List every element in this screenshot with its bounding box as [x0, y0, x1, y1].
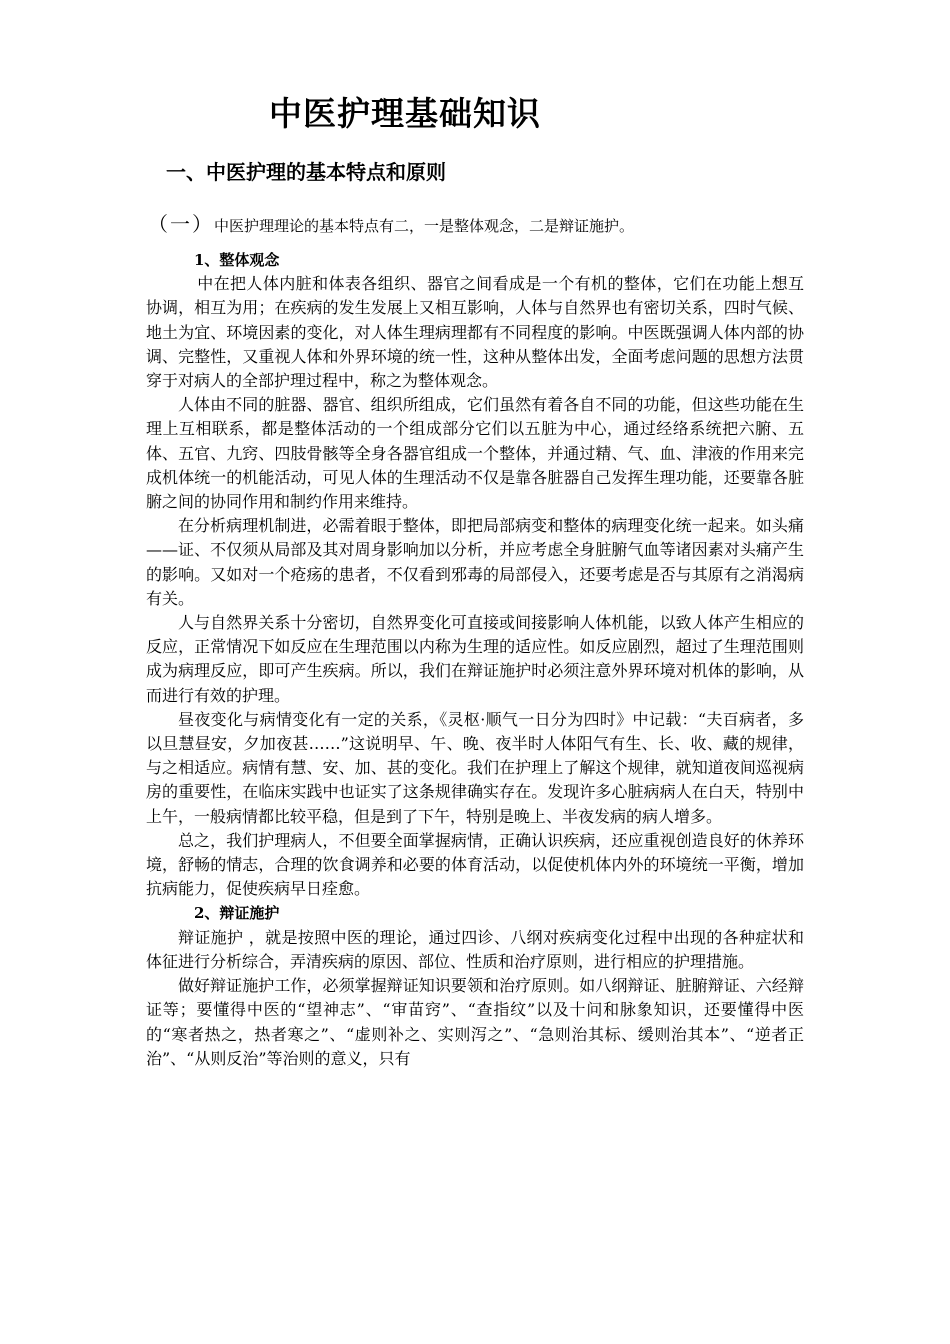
paragraph: 在分析病理机制进，必需着眼于整体，即把局部病变和整体的病理变化统一起来。如头痛——证、不仅须从局部及其对周身影响加以分析，并应考虑全身脏腑气血等诸因素对头痛产生的影响。又如对一个疮疡的患者，不仅看到邪毒的局部侵入，还要考虑是否与其原有之消渴病有关。 — [146, 516, 804, 608]
paragraph: 做好辩证施护工作，必须掌握辩证知识要领和治疗原则。如八纲辩证、脏腑辩证、六经辩证等；要懂得中医的“望神志”、“审苗窍”、“查指纹”以及十问和脉象知识，还要懂得中医的“寒者热之，热者寒之”、“虚则补之、实则泻之”、“急则治其标、缓则治其本”、“逆者正治”、“从则反治”等治则的意义，只有 — [146, 976, 804, 1068]
item-heading-syndrome-nursing: 2、辩证施护 — [194, 904, 280, 923]
paragraph: 总之，我们护理病人，不但要全面掌握病情，正确认识疾病，还应重视创造良好的休养环境，舒畅的情志，合理的饮食调养和必要的体育活动，以促使机体内外的环境统一平衡，增加抗病能力，促使疾病早日痊愈。 — [146, 830, 804, 899]
section-heading: 一、中医护理的基本特点和原则 — [166, 160, 446, 184]
item-heading-holism: 1、整体观念 — [194, 251, 280, 269]
paragraph: 人与自然界关系十分密切，自然界变化可直接或间接影响人体机能，以致人体产生相应的反应，正常情况下如反应在生理范围以内称为生理的适应性。如反应剧烈，超过了生理范围则成为病理反应，即可产生疾病。所以，我们在辩证施护时必须注意外界环境对机体的影响，从而进行有效的护理。 — [146, 613, 804, 705]
subsection-text: 中医护理理论的基本特点有二，一是整体观念，二是辩证施护。 — [214, 217, 635, 235]
subsection-number: （一） — [148, 212, 214, 236]
subsection-heading — [148, 208, 634, 237]
paragraph: 辩证施护 ，就是按照中医的理论，通过四诊、八纲对疾病变化过程中出现的各种症状和体征进行分析综合，弄清疾病的原因、部位、性质和治疗原则，进行相应的护理措施。 — [146, 927, 804, 971]
paragraph: 昼夜变化与病情变化有一定的关系，《灵枢·顺气一日分为四时》中记载：“夫百病者，多以旦慧昼安，夕加夜甚……”这说明早、午、晚、夜半时人体阳气有生、长、收、藏的规律，与之相适应。病情有慧、安、加、甚的变化。我们在护理上了解这个规律，就知道夜间巡视病房的重要性，在临床实践中也证实了这条规律确实存在。发现许多心脏病病人在白天，特别中上午，一般病情都比较平稳，但是到了下午，特别是晚上、半夜发病的病人增多。 — [146, 709, 804, 826]
paragraph: 中在把人体内脏和体表各组织、器官之间看成是一个有机的整体，它们在功能上想互协调，相互为用；在疾病的发生发展上又相互影响，人体与自然界也有密切关系，四时气候、地土为宜、环境因素的变化，对人体生理病理都有不同程度的影响。中医既强调人体内部的协调、完整性，又重视人体和外界环境的统一性，这种从整体出发，全面考虑问题的思想方法贯穿于对病人的全部护理过程中，称之为整体观念。 — [146, 274, 804, 391]
paragraph: 人体由不同的脏器、器官、组织所组成，它们虽然有着各自不同的功能，但这些功能在生理上互相联系，都是整体活动的一个组成部分它们以五脏为中心，通过经络系统把六腑、五体、五官、九窍、四肢骨骸等全身各器官组成一个整体，并通过精、气、血、津液的作用来完成机体统一的机能活动，可见人体的生理活动不仅是靠各脏器自己发挥生理功能，还要靠各脏腑之间的协同作用和制约作用来维持。 — [146, 395, 804, 512]
document-body — [146, 248, 804, 1071]
document-title: 中医护理基础知识 — [269, 94, 541, 133]
